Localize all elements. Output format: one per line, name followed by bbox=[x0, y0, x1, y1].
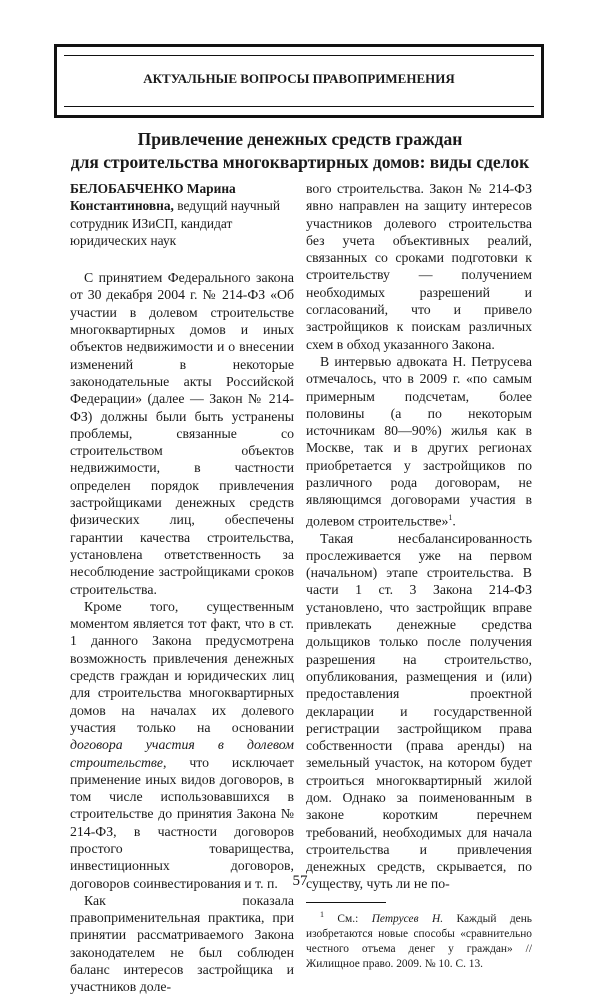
author-name: БЕЛОБАБЧЕНКО Марина Константиновна, bbox=[70, 181, 236, 214]
page-number: 57 bbox=[292, 873, 308, 889]
footnote-ref: 1 bbox=[448, 512, 453, 522]
section-header: АКТУАЛЬНЫЕ ВОПРОСЫ ПРАВОПРИМЕНЕНИЯ bbox=[143, 71, 455, 86]
section-header-inner-frame bbox=[64, 55, 534, 107]
paragraph-5: Такая несбалансированность прослеживается уже на первом (начальном) этапе строительства. В части 1 ст. 3 Закона 214-ФЗ установлено, что застройщик вправе привлекать денежные средства дольщиков только после получения разрешения на строительство, опубликования, размещения и (или) предоставления проектной декларации и государственной регистрации застройщиком права собственности (права аренды) на земельный участок, на котором будет строиться многоквартирный жилой дом. Однако за поименованным в законе коротким перечнем требований, необходимых для начала строительства и привлечения денежных средств, скрывается, по существу, чуть ли не по- bbox=[306, 530, 532, 892]
footnote: $^1$ См.: Петрусев Н. Каждый день изобретаются новые способы «сравнительно честного отъема денег у граждан» // Жилищное право. 2009. № 10. С. 13. bbox=[306, 909, 532, 970]
title-line-2: для строительства многоквартирных домов: виды сделок bbox=[70, 152, 530, 172]
paragraph-1: С принятием Федерального закона от 30 декабря 2004 г. № 214-ФЗ «Об участии в долевом строительстве многоквартирных домов и иных объектов недвижимости и о внесении изменений в некоторые законодательные акты Российской Федерации» (далее — Закон № 214-ФЗ) должны были быть устранены проблемы, связанные со строительством объектов недвижимости, в частности определен порядок привлечения застройщиками денежных средств физических лиц, обеспечены гарантии качества строительства, установлена ответственность за несоблюдение застройщиками сроков строительства. bbox=[70, 270, 294, 597]
author-position: ведущий научный сотрудник ИЗиСП, кандидат юридических наук bbox=[70, 198, 280, 248]
paragraph-3-continued: вого строительства. Закон № 214-ФЗ явно направлен на защиту интересов участников долевого строительства без учета объективных реалий, связанных со сроками подготовки к строительству — получением необходимых разрешений и согласований, что и привело застройщиков к поискам различных схем в обход указанного Закона. bbox=[306, 181, 532, 352]
italic-term: договора участия в долевом строительстве bbox=[70, 737, 294, 770]
paragraph-2: Кроме того, существенным моментом является тот факт, что в ст. 1 данного Закона предусмотрена возможность привлечения денежных средств граждан и юридических лиц для строительства многоквартирных домов на началах их долевого участия только на основании договора участия в долевом строительстве, что исключает применение иных видов договоров, в том числе использовавшихся в строительстве до принятия Закона № 214-ФЗ, в частности договоров простого товарищества, инвестиционных договоров, договоров соинвестирования и т. п. bbox=[70, 598, 294, 891]
paragraph-3-start: Как показала правоприменительная практика, при принятии рассматриваемого Закона законодателем не был соблюден баланс интересов застройщика и участников доле- bbox=[70, 892, 294, 995]
paragraph-4: В интервью адвоката Н. Петрусева отмечалось, что в 2009 г. «по самым примерным подсчетам, более половины (а по некоторым источникам 80—90%) жилья как в Москве, так и в других регионах приобретается у застройщиков по различного рода договорам, не являющимся договорами участия в долевом строительстве»$^1$. bbox=[306, 353, 532, 529]
title-line-1: Привлечение денежных средств граждан bbox=[137, 129, 463, 149]
right-column bbox=[306, 180, 532, 972]
section-header-frame bbox=[54, 44, 544, 118]
article-title bbox=[40, 128, 560, 174]
author-info bbox=[70, 180, 294, 249]
